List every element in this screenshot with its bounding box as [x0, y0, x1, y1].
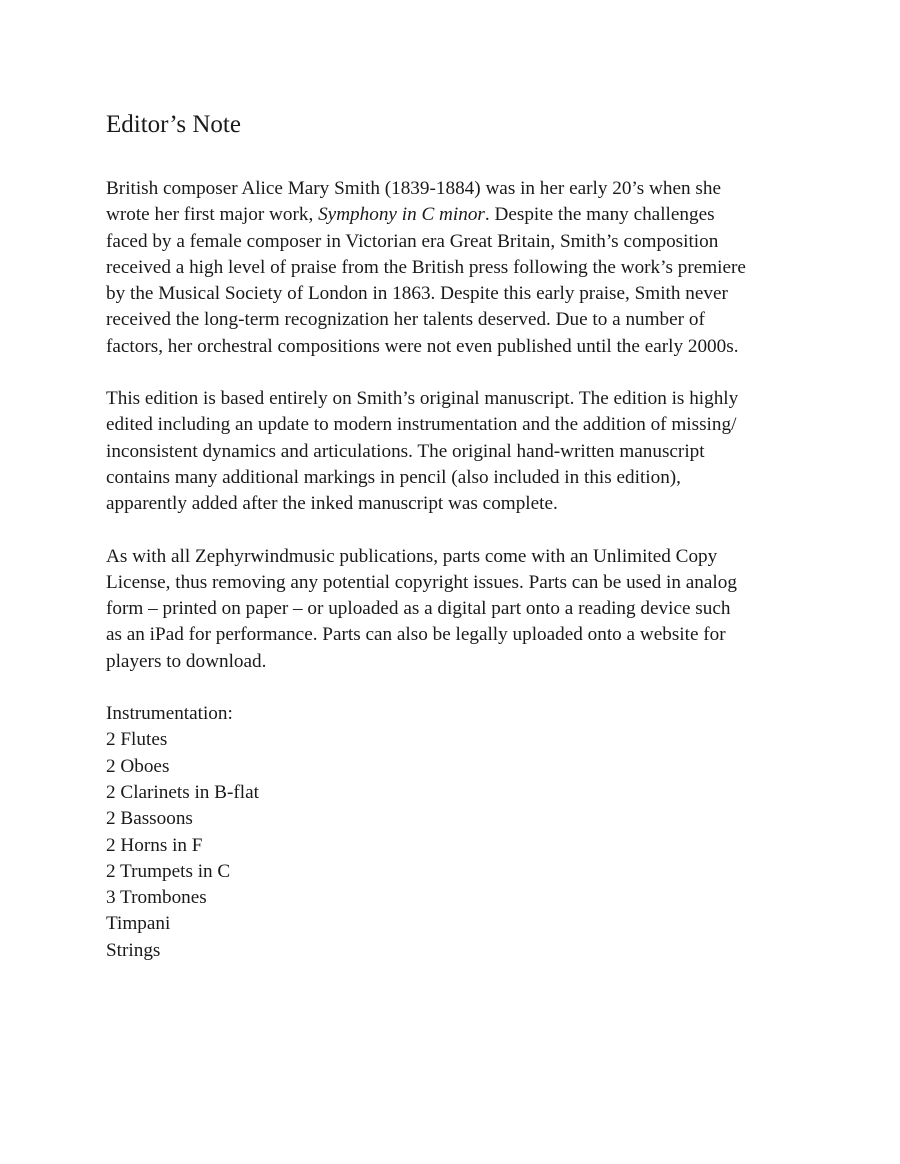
text-line: players to download. — [106, 650, 267, 672]
text-line: received the long-term recognization her talents deserved. Due to a number of — [106, 309, 705, 331]
text-line: form – printed on paper – or uploaded as a digital part onto a reading device such — [106, 598, 731, 620]
text-line: by the Musical Society of London in 1863. Despite this early praise, Smith never — [106, 283, 728, 305]
text-line — [106, 202, 806, 228]
text-line: faced by a female composer in Victorian era Great Britain, Smith’s composition — [106, 230, 719, 252]
list-item: 2 Trumpets in C — [106, 860, 231, 882]
text-line: contains many additional markings in pencil (also included in this edition), — [106, 466, 681, 488]
list-item: 2 Flutes — [106, 729, 168, 751]
text-line: As with all Zephyrwindmusic publications, parts come with an Unlimited Copy — [106, 545, 718, 567]
text-line: factors, her orchestral compositions were not even published until the early 2000s. — [106, 335, 739, 357]
text-line: inconsistent dynamics and articulations. The original hand-written manuscript — [106, 440, 705, 462]
work-title-italic: Symphony in C minor — [318, 204, 485, 226]
list-item: 2 Horns in F — [106, 834, 203, 856]
list-item: 2 Clarinets in B-flat — [106, 781, 259, 803]
paragraph-intro — [106, 176, 806, 360]
text-fragment: . Despite the many challenges — [484, 204, 715, 226]
text-line: apparently added after the inked manuscript was complete. — [106, 493, 558, 515]
list-item: 2 Bassoons — [106, 808, 193, 830]
list-item: Strings — [106, 939, 161, 961]
text-line: British composer Alice Mary Smith (1839-1884) was in her early 20’s when she — [106, 178, 721, 199]
instrumentation-heading: Instrumentation: — [106, 703, 233, 725]
text-line: License, thus removing any potential copyright issues. Parts can be used in analog — [106, 571, 737, 593]
text-line: received a high level of praise from the British press following the work’s premiere — [106, 256, 746, 278]
text-line: This edition is based entirely on Smith’s original manuscript. The edition is highly — [106, 388, 739, 410]
paragraph-edition — [106, 386, 806, 517]
text-line: as an iPad for performance. Parts can also be legally uploaded onto a website for — [106, 624, 726, 646]
document-page — [106, 108, 806, 964]
text-line: edited including an update to modern instrumentation and the addition of missing/ — [106, 414, 737, 436]
page-title: Editor’s Note — [106, 111, 241, 138]
instrumentation-list — [106, 727, 806, 964]
list-item: Timpani — [106, 913, 171, 935]
text-fragment: wrote her first major work, — [106, 204, 319, 226]
instrumentation-section — [106, 701, 806, 964]
list-item: 3 Trombones — [106, 887, 207, 909]
paragraph-license — [106, 544, 806, 675]
list-item: 2 Oboes — [106, 755, 170, 777]
